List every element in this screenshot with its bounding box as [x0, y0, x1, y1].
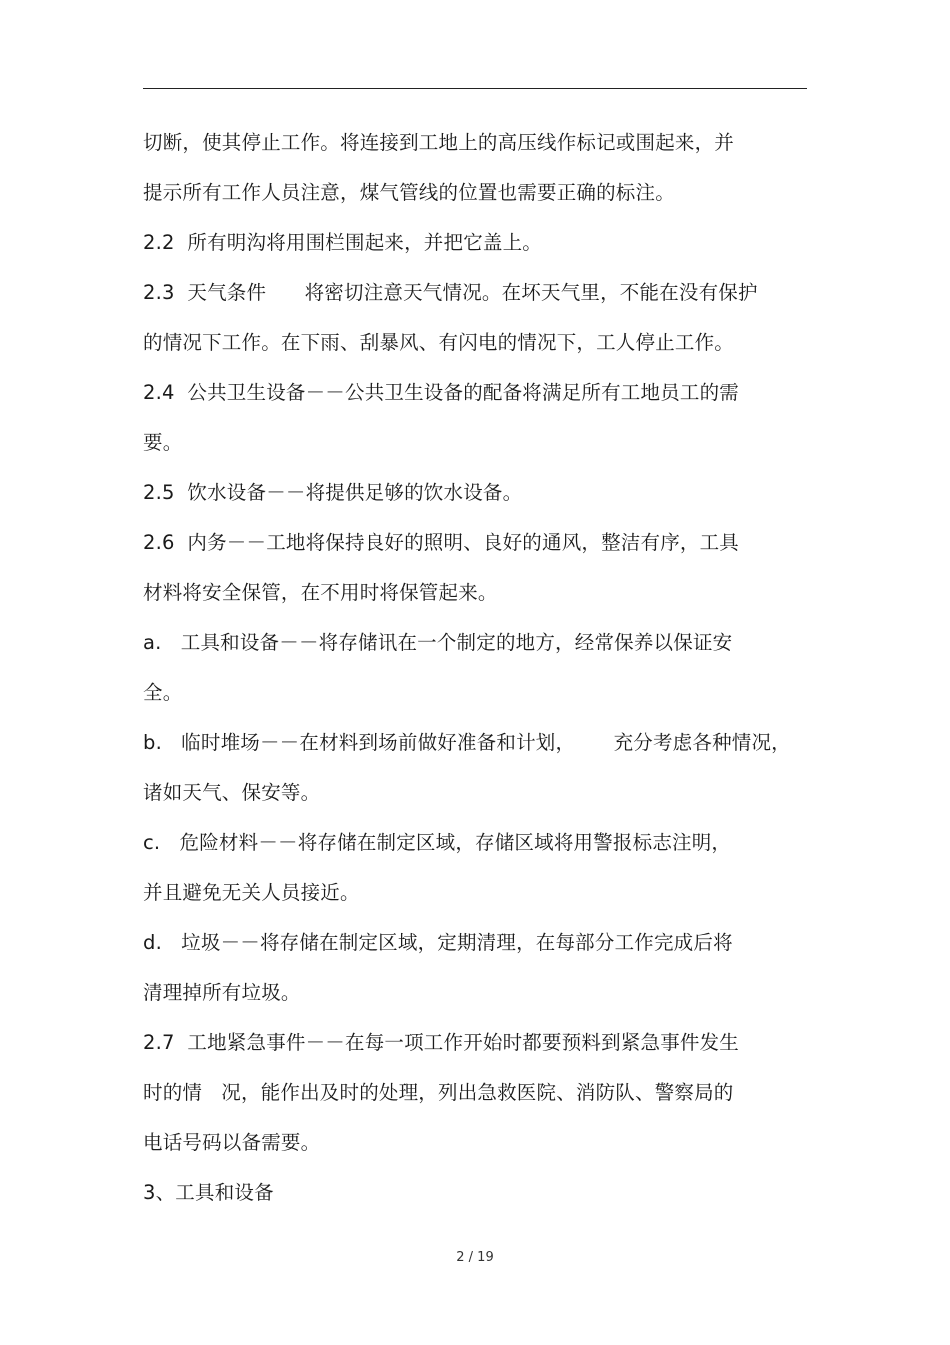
text-line: b. 临时堆场－－在材料到场前做好准备和计划， 充分考虑各种情况，	[143, 731, 791, 754]
text-line: 材料将安全保管，在不用时将保管起来。	[143, 581, 498, 604]
text-line: 的情况下工作。在下雨、刮暴风、有闪电的情况下，工人停止工作。	[143, 331, 735, 354]
header-rule	[143, 88, 807, 89]
text-line: c. 危险材料－－将存储在制定区域，存储区域将用警报标志注明，	[143, 831, 732, 854]
page-number: 2 / 19	[456, 1250, 494, 1265]
text-line: a. 工具和设备－－将存储讯在一个制定的地方，经常保养以保证安	[143, 631, 733, 654]
text-line: 提示所有工作人员注意，煤气管线的位置也需要正确的标注。	[143, 181, 675, 204]
text-line: d. 垃圾－－将存储在制定区域，定期清理，在每部分工作完成后将	[143, 931, 733, 954]
text-line: 切断，使其停止工作。将连接到工地上的高压线作标记或围起来，并	[143, 131, 735, 154]
text-line: 2.7 工地紧急事件－－在每一项工作开始时都要预料到紧急事件发生	[143, 1031, 740, 1054]
text-line: 时的情 况，能作出及时的处理，列出急救医院、消防队、警察局的	[143, 1081, 734, 1104]
text-line: 2.5 饮水设备－－将提供足够的饮水设备。	[143, 481, 523, 504]
document-body	[143, 118, 813, 1218]
text-line: 2.2 所有明沟将用围栏围起来，并把它盖上。	[143, 231, 543, 254]
text-line: 电话号码以备需要。	[143, 1131, 321, 1154]
text-line: 清理掉所有垃圾。	[143, 981, 301, 1004]
text-line: 并且避免无关人员接近。	[143, 881, 360, 904]
text-line: 诸如天气、保安等。	[143, 781, 321, 804]
section-heading: 3、工具和设备	[143, 1181, 274, 1204]
text-line: 2.6 内务－－工地将保持良好的照明、良好的通风，整洁有序，工具	[143, 531, 740, 554]
text-line: 2.4 公共卫生设备－－公共卫生设备的配备将满足所有工地员工的需	[143, 381, 740, 404]
text-line: 2.3 天气条件 将密切注意天气情况。在坏天气里，不能在没有保护	[143, 281, 758, 304]
text-line: 全。	[143, 681, 183, 704]
text-line: 要。	[143, 431, 183, 454]
